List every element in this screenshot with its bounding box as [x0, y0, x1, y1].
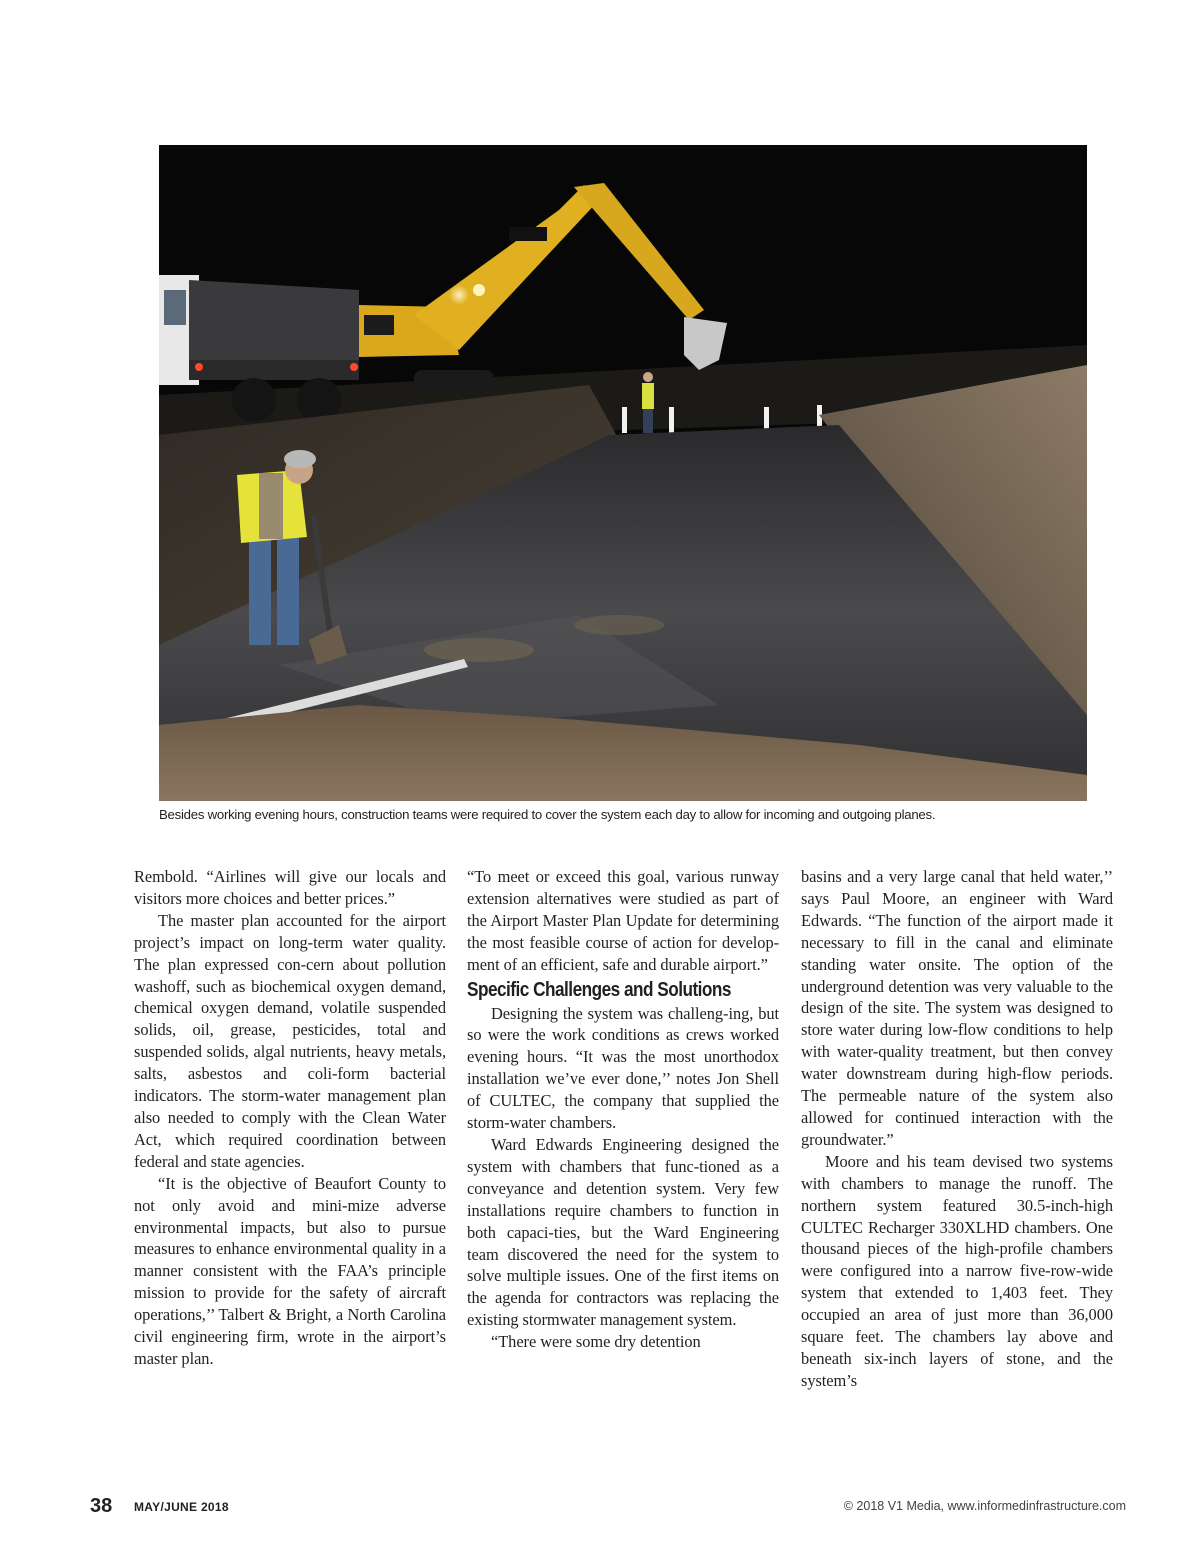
section-heading: Specific Challenges and Solutions [467, 978, 731, 1001]
article-column-1 [134, 866, 446, 1370]
article-column-2 [467, 866, 779, 1353]
night-excavation-illustration [159, 145, 1087, 801]
paragraph: Moore and his team devised two systems with chambers to manage the runoff. The northern system featured 30.5-inch-high CULTEC Recharger 330XLHD chambers. One thousand pieces of the high-profile chambers were configured into a narrow five-row-wide system that extended to 1,403 feet. They occupied an area of just more than 36,000 square feet. The chambers lay above and beneath six-inch layers of stone, and the system’s [801, 1151, 1113, 1390]
paragraph: “It is the objective of Beaufort County to not only avoid and mini-mize adverse environmental impacts, but also to pursue measures to enhance environmental quality in a manner consistent with the FAA’s principle mission to provide for the safety of aircraft operations,’’ Talbert & Bright, a North Carolina civil engineering firm, wrote in the airport’s master plan. [134, 1173, 446, 1368]
page-number: 38 [90, 1495, 113, 1517]
paragraph: “To meet or exceed this goal, various runway extension alternatives were studied as part of the Airport Master Plan Update for determining the most feasible course of action for develop-ment of an efficient, safe and durable airport.” [467, 867, 779, 974]
paragraph: The master plan accounted for the airport project’s impact on long-term water quality. The plan expressed con-cern about pollution washoff, such as biochemical oxygen demand, chemical oxygen demand, volatile suspended solids, oil, grease, pesticides, total and suspended solids, algal nutrients, heavy metals, salts, asbestos and coli-form bacterial indicators. The storm-water management plan also needed to comply with the Clean Water Act, which required coordination between federal and state agencies. [134, 910, 446, 1171]
article-column-3 [801, 866, 1113, 1392]
photo-caption: Besides working evening hours, construction teams were required to cover the system each day to allow for incoming and outgoing planes. [159, 807, 936, 822]
paragraph: Ward Edwards Engineering designed the system with chambers that func-tioned as a conveyance and detention system. Very few installations require chambers to function in both capaci-ties, but the Ward Engineering team discovered the need for the system to solve multiple issues. One of the first items on the agenda for contractors was replacing the existing stormwater management system. [467, 1134, 779, 1330]
copyright-notice: © 2018 V1 Media, www.informedinfrastructure.com [843, 1499, 1126, 1513]
issue-date: MAY/JUNE 2018 [134, 1500, 229, 1514]
paragraph: Designing the system was challeng-ing, but so were the work conditions as crews worked evening hours. “It was the most unorthodox installation we’ve ever done,’’ notes Jon Shell of CULTEC, the company that supplied the storm-water chambers. [467, 1003, 779, 1133]
paragraph: Rembold. “Airlines will give our locals and visitors more choices and better prices.” [134, 867, 446, 908]
construction-photo [159, 145, 1087, 801]
paragraph: “There were some dry detention [491, 1332, 701, 1352]
paragraph: basins and a very large canal that held water,’’ says Paul Moore, an engineer with Ward Edwards. “The function of the airport made it necessary to fill in the canal and eliminate standing water onsite. The option of the underground detention was very valuable to the design of the site. The system was designed to store water during low-flow conditions to help with water-quality treatment, but then convey water downstream during high-flow periods. The permeable nature of the system also allowed for continued interaction with the groundwater.” [801, 867, 1113, 1149]
